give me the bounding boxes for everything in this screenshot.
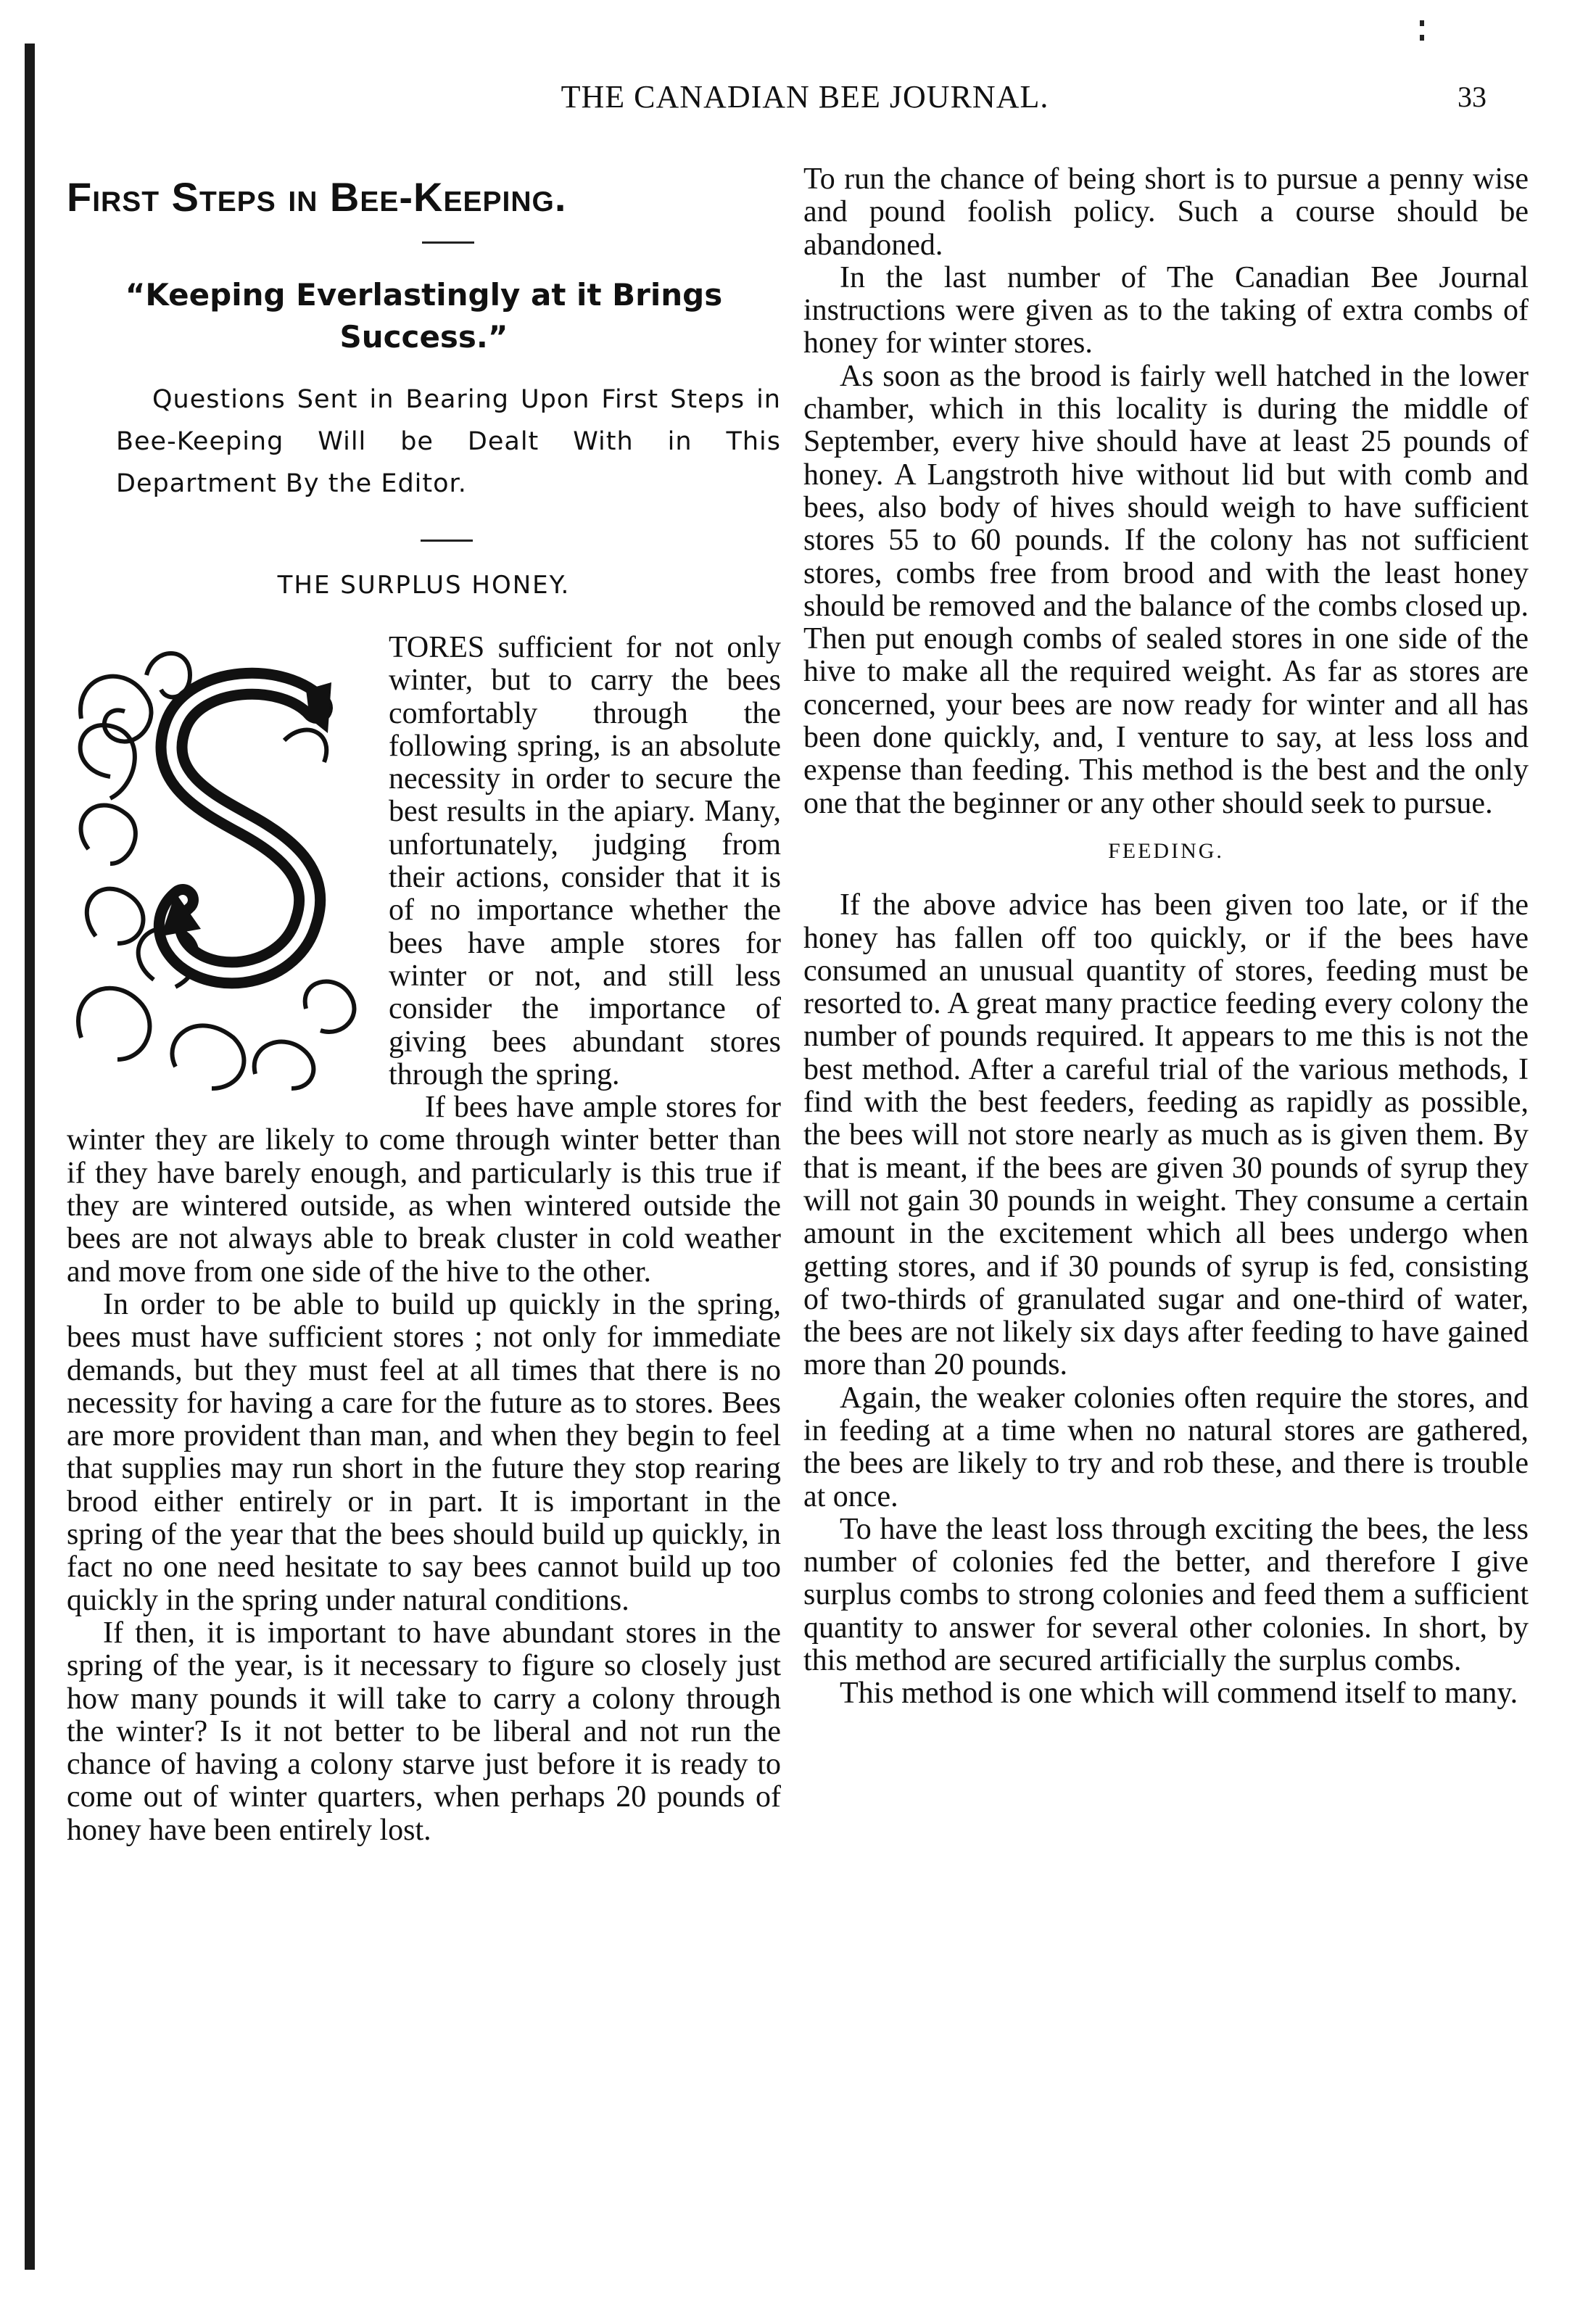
running-head: THE CANADIAN BEE JOURNAL. xyxy=(561,79,1049,115)
opening-block xyxy=(67,632,781,1091)
paragraph: TORES sufficient for not only winter, but to carry the bees comfortably through the following spring, is an absolute necessity in order to secure the best results in the apiary. Many, unfortunately, judging from their actions, consider that it is of no importance whether the bees have ample stores for winter or not, and still less consider the importance of giving bees abundant stores through the spring. xyxy=(389,631,781,1091)
paragraph: In the last number of The Canadian Bee Journal instructions were given as to the taking of extra combs of honey for winter stores. xyxy=(803,260,1529,360)
paragraph: This method is one which will commend itself to many. xyxy=(840,1677,1518,1711)
paragraph: To run the chance of being short is to pursue a penny wise and pound foolish policy. Such a course should be abandoned. xyxy=(803,162,1529,262)
department-note: Questions Sent in Bearing Upon First Steps in Bee-Keeping Will be Dealt With in This Department By the Editor. xyxy=(116,385,781,498)
paragraph: If the above advice has been given too late, or if the honey has fallen off too quickly, or if the bees have consumed an unusual quantity of stores, feeding must be resorted to. A great many practice feeding every colony the number of pounds required. It appears to me this is not the best method. After a careful trial of the various methods, I find with the best feeders, feeding as rapidly as possible, the bees will not store nearly as much as is given them. By that is meant, if the bees are given 30 pounds of syrup they will not gain 30 pounds in weight. They consume a certain amount in the excitement which all bees undergo when getting stores, and if 30 pounds of syrup is fed, consisting of two-thirds of granulated sugar and one-third of water, the bees are not likely six days after feeding to have gained more than 20 pounds. xyxy=(803,888,1529,1382)
paragraph: In order to be able to build up quickly in the spring, bees must have sufficient stores ; not only for immediate demands, but they must feel at all times that there is no necessity for having a care for the future as to stores. Bees are more provident than man, and when they begin to feel that supplies may run short in the future they stop rearing brood either entirely or in part. It is important in the spring of the year that the bees should build up quickly, in fact no one need hesitate to say bees cannot build up too quickly in the spring under natural conditions. xyxy=(67,1287,781,1617)
paragraph: To have the least loss through exciting the bees, the less number of colonies fed the better, and therefore I give surplus combs to strong colonies and feed them a sufficient quantity to answer for several other colonies. In short, by this method are secured artificially the surplus combs. xyxy=(803,1512,1529,1678)
section-heading: THE SURPLUS HONEY. xyxy=(277,571,571,600)
left-column xyxy=(67,163,781,1847)
page-number: 33 xyxy=(1458,80,1487,113)
binding-rule xyxy=(25,44,35,2270)
title-divider xyxy=(422,241,474,244)
paragraph: If bees have ample stores for winter they are likely to come through winter better than if they have barely enough, and particularly is this true if they are wintered outside, as when wintered outside the bees are not always able to break cluster in cold weather and move from one side of the hive to the other. xyxy=(67,1091,781,1289)
print-marks xyxy=(1420,20,1424,45)
paragraph: As soon as the brood is fairly well hatched in the lower chamber, which in this locality is during the middle of September, every hive should have at least 25 pounds of honey. A Langstroth hive without lid but with comb and bees, also body of hives should weigh to have sufficient stores 55 to 60 pounds. If the colony has not sufficient stores, combs free from brood and with the least honey should be removed and the balance of the combs closed up. Then put enough combs of sealed stores in one side of the hive to make all the required weight. As far as stores are concerned, your bees are now ready for winter and all has been done quickly, and, I venture to say, at less loss and expense than feeding. This method is the best and the only one that the beginner or any other should seek to pursue. xyxy=(803,359,1529,820)
feeding-heading: FEEDING. xyxy=(1108,838,1224,863)
article-subtitle: “Keeping Everlastingly at it Brings Success.” xyxy=(125,277,723,355)
article-title: First Steps in Bee-Keeping. xyxy=(67,174,567,220)
section-divider xyxy=(421,540,473,542)
right-column xyxy=(803,163,1529,1711)
paragraph: Again, the weaker colonies often require the stores, and in feeding at a time when no natural stores are gathered, the bees are likely to try and rob these, and there is trouble at once. xyxy=(803,1381,1529,1513)
paragraph: If then, it is important to have abundant stores in the spring of the year, is it necessary to figure so closely just how many pounds it will take to carry a colony through the winter? Is it not better to be liberal and not run the chance of having a colony starve just before it is ready to come out of winter quarters, when perhaps 20 pounds of honey have been entirely lost. xyxy=(67,1616,781,1847)
ornamental-dropcap-s xyxy=(67,632,379,1096)
